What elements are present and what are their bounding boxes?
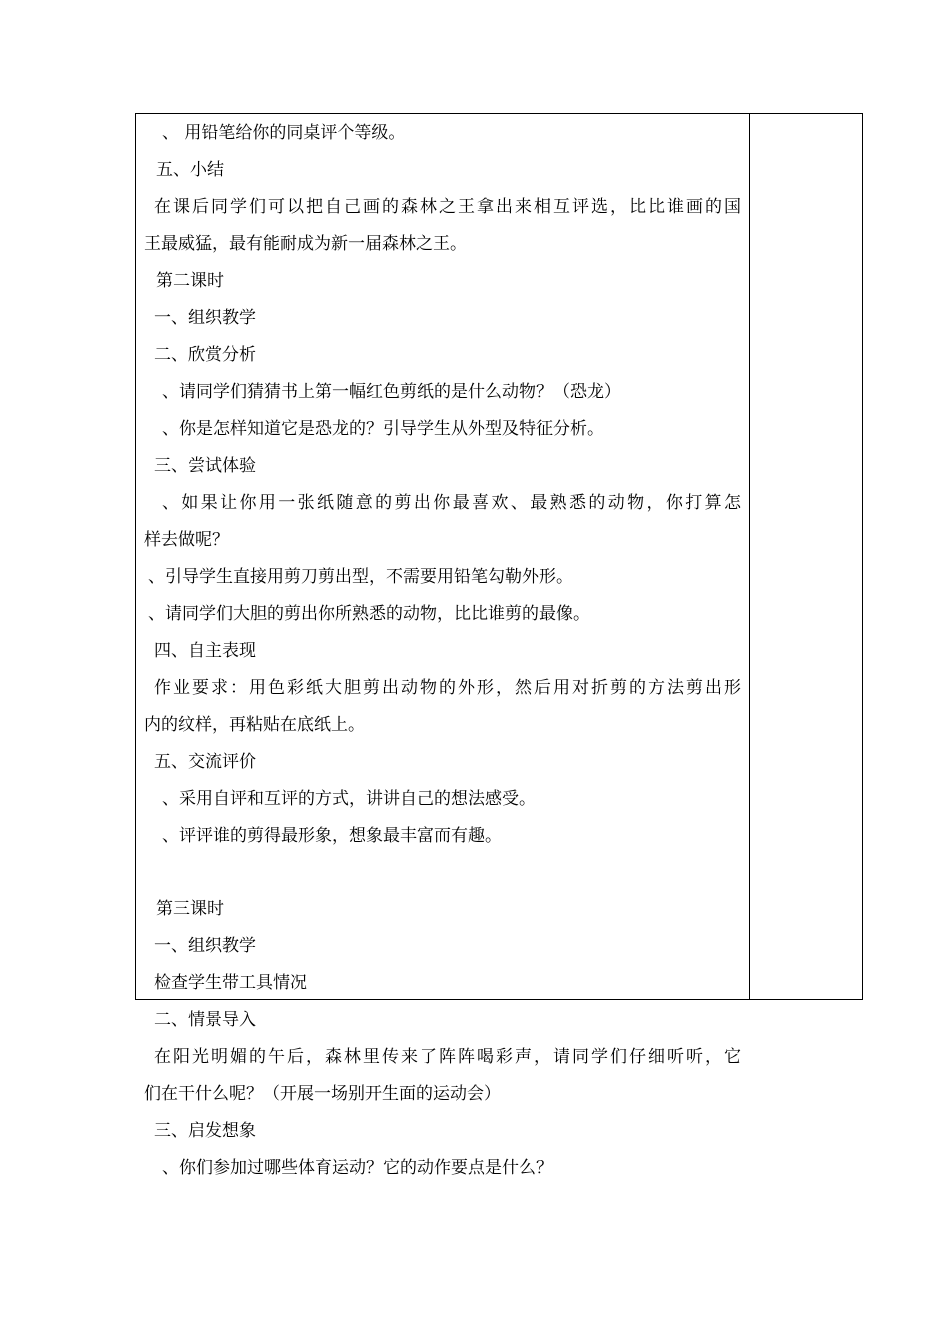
text-line: 、 用铅笔给你的同桌评个等级。 — [162, 123, 406, 143]
lesson-content-cell — [136, 114, 747, 1178]
section-heading: 三、启发想象 — [154, 1121, 256, 1141]
notes-cell — [751, 114, 862, 999]
blank-line — [144, 855, 741, 891]
text-line: 在阳光明媚的午后，森林里传来了阵阵喝彩声，请同学们仔细听听，它 — [154, 1047, 741, 1067]
text-line: 内的纹样，再粘贴在底纸上。 — [144, 715, 365, 735]
text-line: 样去做呢？ — [144, 530, 229, 550]
section-heading: 五、小结 — [156, 160, 224, 180]
text-line: 、采用自评和互评的方式，讲讲自己的想法感受。 — [162, 789, 536, 809]
section-heading: 一、组织教学 — [154, 308, 256, 328]
text-line: 王最威猛，最有能耐成为新一届森林之王。 — [144, 234, 467, 254]
column-divider — [749, 114, 750, 999]
lesson-heading: 第二课时 — [156, 271, 224, 291]
section-heading: 四、自主表现 — [154, 641, 256, 661]
text-line: 、引导学生直接用剪刀剪出型，不需要用铅笔勾勒外形。 — [148, 567, 573, 587]
lesson-plan-table — [135, 113, 863, 1178]
text-line: 、如果让你用一张纸随意的剪出你最喜欢、最熟悉的动物，你打算怎 — [162, 493, 741, 513]
lesson-heading: 第三课时 — [156, 899, 224, 919]
section-heading: 三、尝试体验 — [154, 456, 256, 476]
text-line: 、你是怎样知道它是恐龙的？引导学生从外型及特征分析。 — [162, 419, 604, 439]
text-line: 作业要求：用色彩纸大胆剪出动物的外形，然后用对折剪的方法剪出形 — [154, 678, 741, 698]
text-line: 们在干什么呢？（开展一场别开生面的运动会） — [144, 1084, 501, 1104]
section-heading: 二、情景导入 — [154, 1010, 256, 1030]
text-line: 、评评谁的剪得最形象，想象最丰富而有趣。 — [162, 826, 502, 846]
text-line: 在课后同学们可以把自己画的森林之王拿出来相互评选，比比谁画的国 — [154, 197, 741, 217]
section-heading: 一、组织教学 — [154, 936, 256, 956]
text-line: 、请同学们猜猜书上第一幅红色剪纸的是什么动物？（恐龙） — [162, 382, 621, 402]
text-line: 检查学生带工具情况 — [154, 973, 307, 993]
section-heading: 二、欣赏分析 — [154, 345, 256, 365]
text-line: 、你们参加过哪些体育运动？它的动作要点是什么？ — [162, 1158, 553, 1178]
text-line: 、请同学们大胆的剪出你所熟悉的动物，比比谁剪的最像。 — [148, 604, 590, 624]
section-heading: 五、交流评价 — [154, 752, 256, 772]
